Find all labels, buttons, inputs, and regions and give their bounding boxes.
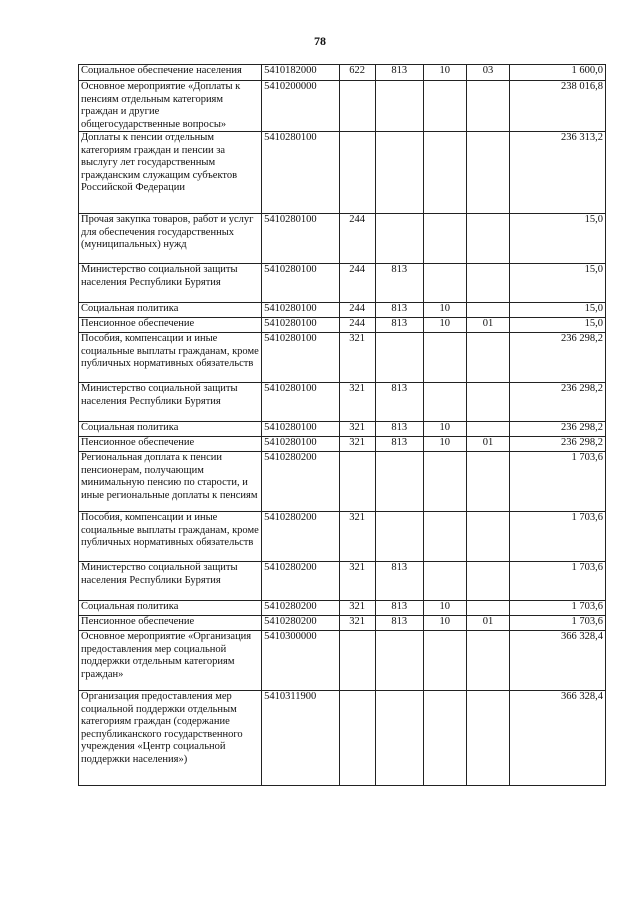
table-row (79, 81, 606, 132)
cell-target-code: 5410280100 (262, 318, 340, 333)
cell-amount: 1 703,6 (510, 562, 606, 601)
cell-ministry-code: 813 (375, 65, 423, 81)
cell-name: Пенсионное обеспечение (79, 616, 262, 631)
cell-name: Основное мероприятие «Доплаты к пенсиям отдельным категориям граждан и другие общегосударственные вопросы» (79, 81, 262, 132)
cell-section (423, 214, 466, 264)
cell-amount: 238 016,8 (510, 81, 606, 132)
cell-target-code: 5410280200 (262, 512, 340, 562)
table-row (79, 631, 606, 691)
cell-section (423, 383, 466, 422)
cell-target-code: 5410311900 (262, 691, 340, 786)
cell-expense-type (339, 452, 375, 512)
cell-ministry-code: 813 (375, 318, 423, 333)
cell-name: Пенсионное обеспечение (79, 437, 262, 452)
cell-expense-type: 321 (339, 333, 375, 383)
cell-section (423, 264, 466, 303)
cell-expense-type: 321 (339, 616, 375, 631)
cell-name: Социальное обеспечение населения (79, 65, 262, 81)
table-row (79, 437, 606, 452)
cell-expense-type: 321 (339, 383, 375, 422)
cell-amount: 15,0 (510, 264, 606, 303)
cell-amount: 1 703,6 (510, 452, 606, 512)
cell-amount: 1 703,6 (510, 512, 606, 562)
cell-section (423, 452, 466, 512)
page-number: 78 (314, 34, 326, 48)
table-row (79, 422, 606, 437)
cell-target-code: 5410280200 (262, 601, 340, 616)
cell-subsection (466, 452, 510, 512)
table-row (79, 132, 606, 214)
cell-ministry-code: 813 (375, 264, 423, 303)
cell-ministry-code (375, 333, 423, 383)
cell-subsection: 01 (466, 318, 510, 333)
cell-subsection (466, 691, 510, 786)
table-row (79, 214, 606, 264)
cell-name: Пенсионное обеспечение (79, 318, 262, 333)
cell-target-code: 5410280100 (262, 333, 340, 383)
cell-ministry-code (375, 512, 423, 562)
cell-subsection (466, 333, 510, 383)
cell-subsection: 01 (466, 437, 510, 452)
cell-subsection (466, 214, 510, 264)
cell-section (423, 691, 466, 786)
cell-amount: 236 298,2 (510, 422, 606, 437)
cell-subsection (466, 81, 510, 132)
table-row (79, 264, 606, 303)
cell-ministry-code: 813 (375, 422, 423, 437)
cell-ministry-code (375, 214, 423, 264)
cell-section (423, 562, 466, 601)
table-row (79, 562, 606, 601)
cell-ministry-code (375, 452, 423, 512)
cell-expense-type (339, 631, 375, 691)
cell-section (423, 333, 466, 383)
table-row (79, 303, 606, 318)
cell-ministry-code (375, 631, 423, 691)
cell-subsection (466, 631, 510, 691)
cell-ministry-code: 813 (375, 303, 423, 318)
cell-subsection (466, 132, 510, 214)
cell-section: 10 (423, 65, 466, 81)
cell-section: 10 (423, 303, 466, 318)
budget-table (78, 64, 606, 786)
cell-amount: 236 298,2 (510, 383, 606, 422)
cell-target-code: 5410280100 (262, 422, 340, 437)
cell-section: 10 (423, 601, 466, 616)
cell-ministry-code: 813 (375, 616, 423, 631)
cell-section: 10 (423, 616, 466, 631)
cell-expense-type: 321 (339, 512, 375, 562)
cell-ministry-code (375, 81, 423, 132)
table-row (79, 318, 606, 333)
table-row (79, 65, 606, 81)
cell-name: Доплаты к пенсии отдельным категориям граждан и пенсии за выслугу лет государственным гражданским служащим субъектов Российской Федерации (79, 132, 262, 214)
cell-expense-type: 244 (339, 264, 375, 303)
cell-subsection (466, 562, 510, 601)
cell-subsection: 03 (466, 65, 510, 81)
cell-ministry-code: 813 (375, 383, 423, 422)
cell-section: 10 (423, 422, 466, 437)
cell-name: Социальная политика (79, 303, 262, 318)
cell-subsection (466, 383, 510, 422)
cell-amount: 1 703,6 (510, 616, 606, 631)
cell-name: Региональная доплата к пенсии пенсионерам, получающим минимальную пенсию по старости, и иные региональные доплаты к пенсиям (79, 452, 262, 512)
cell-section (423, 512, 466, 562)
cell-subsection (466, 422, 510, 437)
cell-amount: 366 328,4 (510, 631, 606, 691)
cell-section (423, 132, 466, 214)
cell-target-code: 5410182000 (262, 65, 340, 81)
cell-amount: 236 298,2 (510, 333, 606, 383)
cell-target-code: 5410280100 (262, 437, 340, 452)
cell-section (423, 81, 466, 132)
cell-subsection (466, 601, 510, 616)
cell-target-code: 5410280100 (262, 132, 340, 214)
cell-section: 10 (423, 437, 466, 452)
cell-target-code: 5410300000 (262, 631, 340, 691)
cell-subsection: 01 (466, 616, 510, 631)
cell-amount: 15,0 (510, 303, 606, 318)
cell-section: 10 (423, 318, 466, 333)
cell-name: Министерство социальной защиты населения Республики Бурятия (79, 562, 262, 601)
cell-target-code: 5410280200 (262, 616, 340, 631)
table-row (79, 383, 606, 422)
cell-target-code: 5410280100 (262, 214, 340, 264)
cell-ministry-code: 813 (375, 562, 423, 601)
cell-expense-type (339, 691, 375, 786)
cell-subsection (466, 303, 510, 318)
cell-amount: 15,0 (510, 318, 606, 333)
cell-amount: 1 600,0 (510, 65, 606, 81)
cell-target-code: 5410280100 (262, 303, 340, 318)
cell-subsection (466, 512, 510, 562)
table-row (79, 512, 606, 562)
cell-expense-type (339, 132, 375, 214)
cell-subsection (466, 264, 510, 303)
cell-name: Пособия, компенсации и иные социальные выплаты гражданам, кроме публичных нормативных обязательств (79, 333, 262, 383)
cell-name: Прочая закупка товаров, работ и услуг для обеспечения государственных (муниципальных) нужд (79, 214, 262, 264)
cell-ministry-code (375, 132, 423, 214)
budget-table-body (79, 65, 606, 786)
cell-amount: 236 313,2 (510, 132, 606, 214)
cell-ministry-code: 813 (375, 601, 423, 616)
cell-amount: 1 703,6 (510, 601, 606, 616)
cell-expense-type: 244 (339, 318, 375, 333)
cell-name: Министерство социальной защиты населения Республики Бурятия (79, 383, 262, 422)
table-row (79, 333, 606, 383)
cell-target-code: 5410280100 (262, 264, 340, 303)
cell-name: Социальная политика (79, 422, 262, 437)
cell-target-code: 5410200000 (262, 81, 340, 132)
cell-expense-type: 321 (339, 601, 375, 616)
cell-section (423, 631, 466, 691)
cell-name: Основное мероприятие «Организация предоставления мер социальной поддержки отдельным категориям граждан» (79, 631, 262, 691)
table-row (79, 601, 606, 616)
cell-target-code: 5410280200 (262, 562, 340, 601)
cell-amount: 366 328,4 (510, 691, 606, 786)
cell-name: Социальная политика (79, 601, 262, 616)
cell-amount: 15,0 (510, 214, 606, 264)
cell-expense-type: 321 (339, 437, 375, 452)
cell-expense-type: 244 (339, 303, 375, 318)
table-row (79, 691, 606, 786)
cell-name: Пособия, компенсации и иные социальные выплаты гражданам, кроме публичных нормативных обязательств (79, 512, 262, 562)
table-row (79, 452, 606, 512)
cell-expense-type: 622 (339, 65, 375, 81)
table-row (79, 616, 606, 631)
cell-name: Организация предоставления мер социальной поддержки отдельным категориям граждан (содержание республиканского государственного учреждения «Центр социальной поддержки населения») (79, 691, 262, 786)
cell-ministry-code: 813 (375, 437, 423, 452)
cell-expense-type: 321 (339, 562, 375, 601)
cell-ministry-code (375, 691, 423, 786)
cell-target-code: 5410280100 (262, 383, 340, 422)
cell-expense-type (339, 81, 375, 132)
cell-expense-type: 321 (339, 422, 375, 437)
cell-target-code: 5410280200 (262, 452, 340, 512)
cell-name: Министерство социальной защиты населения Республики Бурятия (79, 264, 262, 303)
cell-amount: 236 298,2 (510, 437, 606, 452)
cell-expense-type: 244 (339, 214, 375, 264)
